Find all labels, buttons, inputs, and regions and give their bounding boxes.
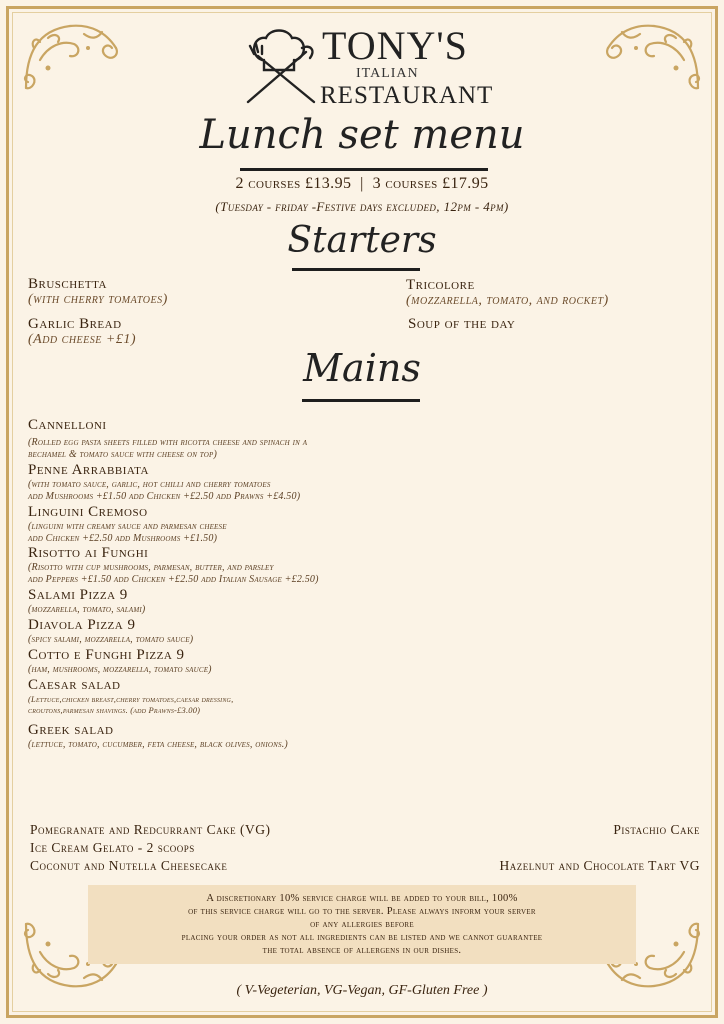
dessert-pistachio-cake: Pistachio Cake <box>613 822 700 837</box>
main-linguini-cremoso: Linguini Cremoso <box>28 504 148 520</box>
dietary-legend: ( V-Vegeterian, VG-Vegan, GF-Gluten Free ) <box>236 983 488 998</box>
chef-hat-cutlery-icon <box>240 26 322 106</box>
main-greek-salad: Greek salad <box>28 722 114 738</box>
starter-bruschetta-note: (with cherry tomatoes) <box>28 292 168 307</box>
main-greek-salad-desc: (lettuce, tomato, cucumber, feta cheese, black olives, onions.) <box>28 739 288 750</box>
starters-heading: Starters <box>287 220 437 261</box>
mains-heading: Mains <box>303 346 421 390</box>
price-line: 2 courses £13.95 | 3 courses £17.95 <box>235 175 489 192</box>
main-diavola-pizza-desc: (spicy salami, mozzarella, tomato sauce) <box>28 634 194 645</box>
starter-garlic-bread-note: (Add cheese +£1) <box>28 332 136 347</box>
main-cannelloni: Cannelloni <box>28 417 107 433</box>
title-underline <box>240 168 488 171</box>
restaurant-logo <box>240 22 494 112</box>
main-cannelloni-desc: (Rolled egg pasta sheets filled with ricotta cheese and spinach in a bechamel & tomato sauce with cheese on top) <box>28 437 308 460</box>
starter-bruschetta: Bruschetta <box>28 276 107 292</box>
menu-title: Lunch set menu <box>199 112 525 158</box>
main-cotto-funghi-pizza: Cotto e Funghi Pizza 9 <box>28 647 185 663</box>
dessert-hazelnut-tart: Hazelnut and Chocolate Tart VG <box>499 858 700 873</box>
main-cotto-funghi-pizza-desc: (ham, mushrooms, mozzarella, tomato sauce) <box>28 664 212 675</box>
main-linguini-cremoso-desc: (linguini with creamy sauce and parmesan cheese add Chicken +£2.50 add Mushrooms +£1.50) <box>28 521 227 544</box>
starter-garlic-bread: Garlic Bread <box>28 316 122 332</box>
dessert-pomegranate-cake: Pomegranate and Redcurrant Cake (VG) <box>30 822 271 837</box>
main-caesar-salad-desc: (Lettuce,chicken breast,cherry tomatoes,caesar dressing, croutons,parmesan shavings. (add Prawns-£3.00) <box>28 694 234 715</box>
starter-soup: Soup of the day <box>408 316 516 332</box>
main-caesar-salad: Caesar salad <box>28 677 121 693</box>
main-penne-arrabbiata-desc: (with tomato sauce, garlic, hot chilli and cherry tomatoes add Mushrooms +£1.50 add Chicken +£2.50 add Prawns +£4.50) <box>28 479 301 502</box>
main-risotto-funghi-desc: (Risotto with cup mushrooms, parmesan, butter, and parsley add Peppers +£1.50 add Chicken +£2.50 add Italian Sausage +£2.50) <box>28 562 319 585</box>
corner-ornament-icon <box>596 18 706 98</box>
main-penne-arrabbiata: Penne Arrabbiata <box>28 462 149 478</box>
starters-underline <box>292 268 420 271</box>
logo-name: TONY'S <box>322 23 468 68</box>
dessert-ice-cream-gelato: Ice Cream Gelato - 2 scoops <box>30 840 195 855</box>
corner-ornament-icon <box>18 18 128 98</box>
main-risotto-funghi: Risotto ai Funghi <box>28 545 149 561</box>
starter-tricolore: Tricolore <box>406 277 475 293</box>
mains-underline <box>302 399 420 402</box>
logo-restaurant: RESTAURANT <box>320 82 494 109</box>
service-charge-notice: A discretionary 10% service charge will be added to your bill, 100% of this service charge will go to the server. Please always inform your server of any allergies before placing your order as not all ingredients can be listed and we cannot guarantee the total absence of allergens in our dishes. <box>88 885 636 964</box>
main-salami-pizza-desc: (mozzarella, tomato, salami) <box>28 604 146 615</box>
main-diavola-pizza: Diavola Pizza 9 <box>28 617 136 633</box>
logo-subtitle: ITALIAN <box>356 66 419 81</box>
dessert-nutella-cheesecake: Coconut and Nutella Cheesecake <box>30 858 228 873</box>
starter-tricolore-note: (mozzarella, tomato, and rocket) <box>406 293 609 308</box>
main-salami-pizza: Salami Pizza 9 <box>28 587 128 603</box>
availability-line: (Tuesday - friday -Festive days excluded, 12pm - 4pm) <box>215 199 509 214</box>
